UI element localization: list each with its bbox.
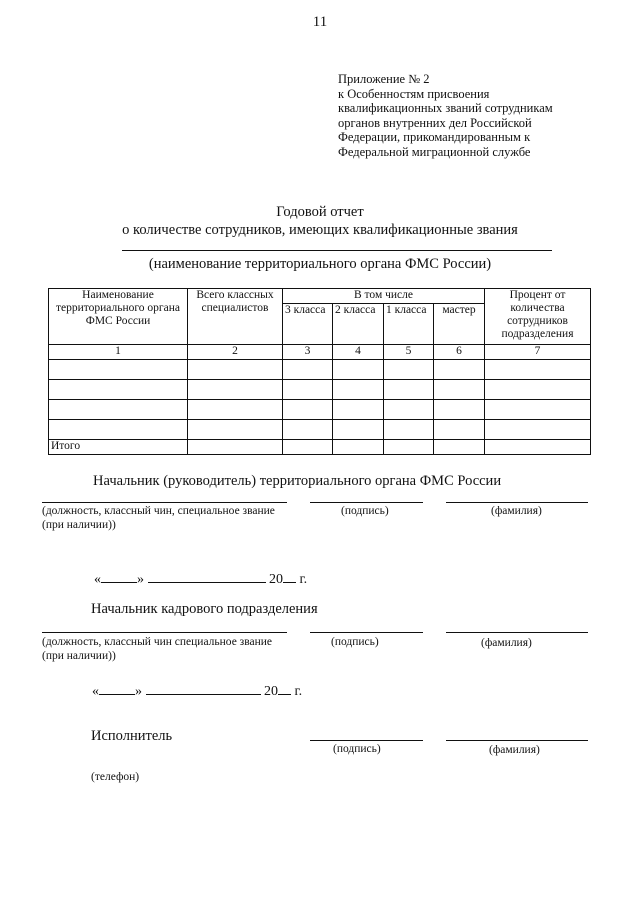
table-row[interactable] bbox=[49, 360, 591, 380]
chief-signature-line[interactable] bbox=[310, 502, 423, 503]
column-number: 4 bbox=[333, 345, 384, 360]
year-blank[interactable] bbox=[283, 568, 296, 583]
column-number: 7 bbox=[485, 345, 591, 360]
header-org-name: Наименование территориального органа ФМС России bbox=[49, 289, 188, 345]
month-blank[interactable] bbox=[146, 680, 261, 695]
header-class-3: 3 класса bbox=[283, 304, 333, 345]
org-name-caption: (наименование территориального органа ФМС России) bbox=[148, 256, 492, 272]
executor-surname-caption: (фамилия) bbox=[489, 744, 540, 756]
year-suffix: г. bbox=[299, 572, 308, 587]
header-total-specialists: Всего классных специалистов bbox=[188, 289, 283, 345]
appendix-line: органов внутренних дел Российской bbox=[338, 115, 532, 130]
appendix-line: Приложение № 2 bbox=[338, 72, 430, 86]
header-class-1: 1 класса bbox=[384, 304, 434, 345]
chief-signature-caption: (подпись) bbox=[341, 505, 389, 517]
page-number: 11 bbox=[312, 14, 328, 30]
day-blank[interactable] bbox=[101, 568, 137, 583]
year-prefix: 20 bbox=[269, 572, 283, 587]
appendix-line: Федеральной миграционной службе bbox=[338, 144, 531, 159]
year-blank[interactable] bbox=[278, 680, 291, 695]
day-blank[interactable] bbox=[99, 680, 135, 695]
year-prefix: 20 bbox=[264, 684, 278, 699]
date-quote-open: « bbox=[94, 572, 101, 587]
chief-date[interactable] bbox=[94, 568, 307, 588]
date-quote-close: » bbox=[137, 572, 144, 587]
chief-position-line[interactable] bbox=[42, 502, 287, 503]
report-table bbox=[48, 288, 591, 455]
hr-title: Начальник кадрового подразделения bbox=[91, 601, 318, 617]
chief-surname-caption: (фамилия) bbox=[491, 505, 542, 517]
total-row[interactable] bbox=[49, 440, 591, 455]
header-including: В том числе bbox=[283, 289, 485, 304]
executor-surname-line[interactable] bbox=[446, 740, 588, 741]
header-percent: Процент от количества сотрудников подразделения bbox=[485, 289, 591, 345]
date-quote-close: » bbox=[135, 684, 142, 699]
chief-surname-line[interactable] bbox=[446, 502, 588, 503]
hr-surname-caption: (фамилия) bbox=[481, 637, 532, 649]
date-quote-open: « bbox=[92, 684, 99, 699]
appendix-line: к Особенностям присвоения bbox=[338, 86, 490, 101]
column-numbers-row bbox=[49, 345, 591, 360]
org-name-line[interactable] bbox=[122, 250, 552, 251]
table-row[interactable] bbox=[49, 380, 591, 400]
appendix-note bbox=[338, 72, 553, 160]
year-suffix: г. bbox=[294, 684, 303, 699]
hr-date[interactable] bbox=[92, 680, 302, 700]
hr-surname-line[interactable] bbox=[446, 632, 588, 633]
executor-title: Исполнитель bbox=[91, 728, 173, 744]
report-subtitle: о количестве сотрудников, имеющих квалификационные звания bbox=[122, 222, 518, 238]
report-title: Годовой отчет bbox=[276, 204, 364, 220]
executor-signature-line[interactable] bbox=[310, 740, 423, 741]
appendix-line: Федерации, прикомандированным к bbox=[338, 130, 531, 145]
hr-position-line[interactable] bbox=[42, 632, 287, 633]
total-label: Итого bbox=[49, 440, 188, 455]
executor-signature-caption: (подпись) bbox=[333, 743, 381, 755]
table-row[interactable] bbox=[49, 400, 591, 420]
column-number: 3 bbox=[283, 345, 333, 360]
table-row[interactable] bbox=[49, 420, 591, 440]
appendix-line: квалификационных званий сотрудникам bbox=[338, 101, 553, 116]
column-number: 6 bbox=[434, 345, 485, 360]
header-class-2: 2 класса bbox=[333, 304, 384, 345]
hr-signature-caption: (подпись) bbox=[331, 636, 379, 648]
column-number: 2 bbox=[188, 345, 283, 360]
chief-title: Начальник (руководитель) территориального органа ФМС России bbox=[93, 473, 502, 489]
chief-position-caption: (должность, классный чин, специальное звание (при наличии)) bbox=[42, 505, 275, 531]
header-master: мастер bbox=[434, 304, 485, 345]
column-number: 1 bbox=[49, 345, 188, 360]
month-blank[interactable] bbox=[148, 568, 266, 583]
hr-position-caption: (должность, классный чин специальное звание (при наличии)) bbox=[42, 636, 273, 662]
column-number: 5 bbox=[384, 345, 434, 360]
hr-signature-line[interactable] bbox=[310, 632, 423, 633]
phone-caption: (телефон) bbox=[91, 771, 140, 783]
